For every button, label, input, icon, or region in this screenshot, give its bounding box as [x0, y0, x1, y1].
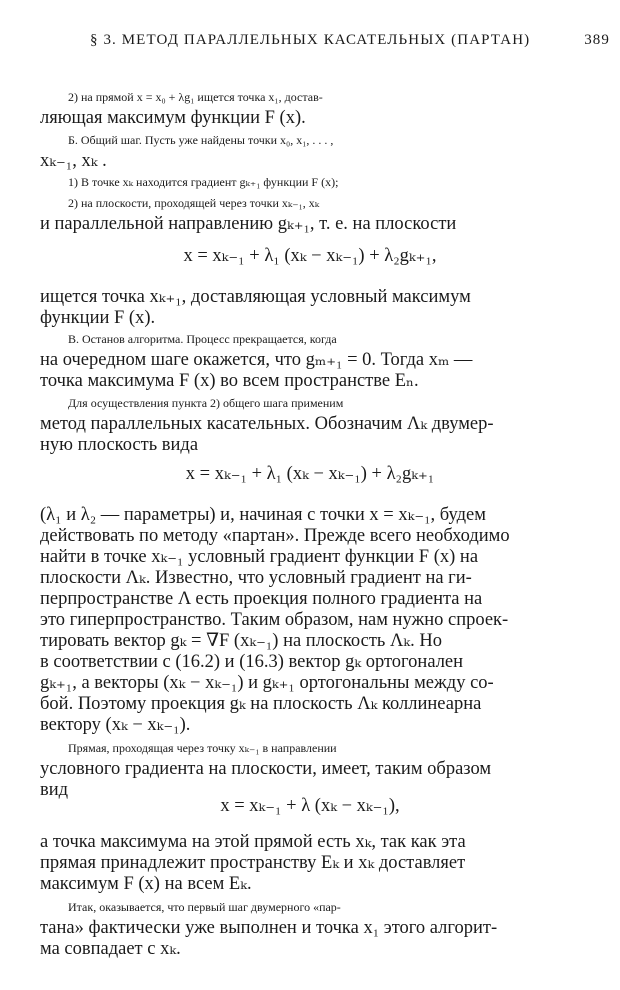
text-line: бой. Поэтому проекция gₖ на плоскость Λₖ коллинеарна [40, 694, 482, 714]
text-line: метод параллельных касательных. Обозначим Λₖ двумер- [40, 414, 494, 434]
text-line: прямая принадлежит пространству Eₖ и xₖ доставляет [40, 853, 466, 873]
text-line: тана» фактически уже выполнен и точка x₁ этого алгорит- [40, 918, 498, 938]
text-line: это гиперпространство. Таким образом, нам нужно спроек- [40, 610, 509, 630]
text-line: Б. Общий шаг. Пусть уже найдены точки x₀, x₁, . . . , [68, 133, 334, 147]
text-line: Итак, оказывается, что первый шаг двумерного «пар- [68, 900, 341, 914]
text-line: ную плоскость вида [40, 435, 199, 455]
text-line: действовать по методу «партан». Прежде всего необходимо [40, 526, 510, 546]
text-line: ляющая максимум функции F (x). [40, 108, 306, 128]
section-title: § 3. МЕТОД ПАРАЛЛЕЛЬНЫХ КАСАТЕЛЬНЫХ (ПАРТАН) [90, 32, 531, 48]
text-line: перпространстве Λ есть проекция полного градиента на [40, 589, 483, 609]
running-header [90, 32, 610, 56]
text-line: условного градиента на плоскости, имеет, таким образом [40, 759, 492, 779]
text-line: и параллельной направлению gₖ₊₁, т. е. на плоскости [40, 214, 457, 234]
formula: x = xₖ₋₁ + λ (xₖ − xₖ₋₁), [220, 796, 400, 816]
text-line: точка максимума F (x) во всем пространстве Eₙ. [40, 371, 419, 391]
text-line: ма совпадает с xₖ. [40, 939, 181, 959]
text-line: Для осуществления пункта 2) общего шага применим [68, 396, 344, 410]
text-line: xₖ₋₁, xₖ . [40, 151, 107, 171]
text-line: Прямая, проходящая через точку xₖ₋₁ в направлении [68, 741, 337, 755]
text-line: тировать вектор gₖ = ∇F (xₖ₋₁) на плоскость Λₖ. Но [40, 631, 443, 651]
text-line: 2) на прямой x = x₀ + λg₁ ищется точка x₁, достав- [68, 90, 323, 104]
text-line: на очередном шаге окажется, что gₘ₊₁ = 0. Тогда xₘ — [40, 350, 473, 370]
formula: x = xₖ₋₁ + λ₁ (xₖ − xₖ₋₁) + λ₂gₖ₊₁ [185, 464, 435, 484]
formula: x = xₖ₋₁ + λ₁ (xₖ − xₖ₋₁) + λ₂gₖ₊₁, [183, 246, 437, 266]
text-line: gₖ₊₁, а векторы (xₖ − xₖ₋₁) и gₖ₊₁ ортогональны между со- [40, 673, 494, 693]
text-line: максимум F (x) на всем Eₖ. [40, 874, 252, 894]
text-line: в соответствии с (16.2) и (16.3) вектор gₖ ортогонален [40, 652, 464, 672]
text-line: 2) на плоскости, проходящей через точки xₖ₋₁, xₖ [68, 196, 320, 210]
text-line: В. Останов алгоритма. Процесс прекращается, когда [68, 332, 337, 346]
text-line: ищется точка xₖ₊₁, доставляющая условный максимум [40, 287, 471, 307]
text-line: (λ₁ и λ₂ — параметры) и, начиная с точки x = xₖ₋₁, будем [40, 505, 486, 525]
text-line: а точка максимума на этой прямой есть xₖ, так как эта [40, 832, 466, 852]
page-number: 389 [584, 32, 610, 48]
text-line: найти в точке xₖ₋₁ условный градиент функции F (x) на [40, 547, 479, 567]
text-line: вектору (xₖ − xₖ₋₁). [40, 715, 191, 735]
text-line: плоскости Λₖ. Известно, что условный градиент на ги- [40, 568, 472, 588]
text-line: 1) В точке xₖ находится градиент gₖ₊₁ функции F (x); [68, 175, 339, 189]
text-line: функции F (x). [40, 308, 156, 328]
text-line: вид [40, 780, 69, 800]
